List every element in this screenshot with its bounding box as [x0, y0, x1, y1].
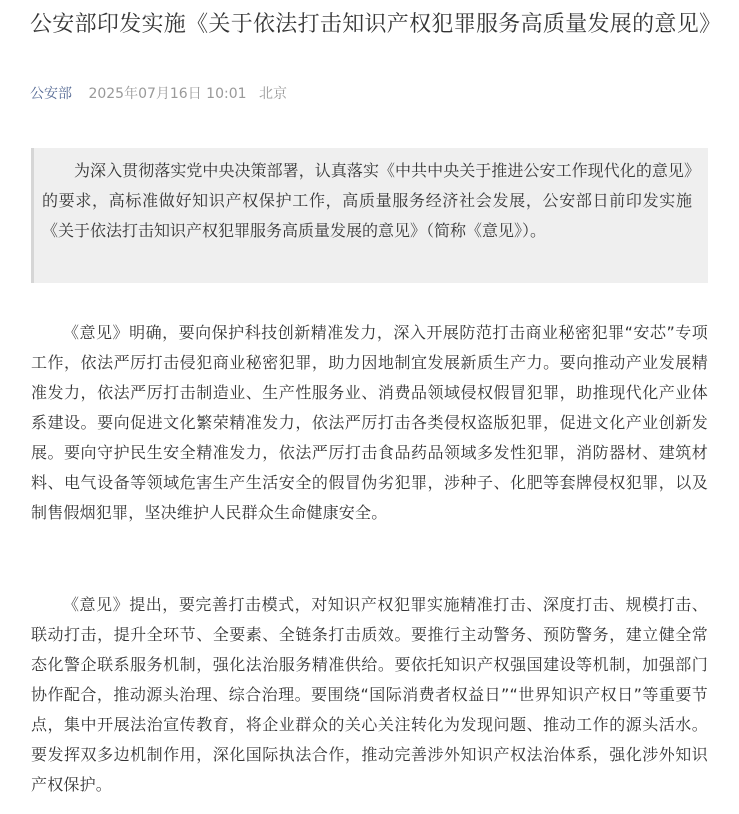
- article-location: 北京: [258, 86, 287, 102]
- article-paragraph-1: 《意见》明确，要向保护科技创新精准发力，深入开展防范打击商业秘密犯罪“安芯”专项工作，依法严厉打击侵犯商业秘密犯罪，助力因地制宜发展新质生产力。要向推动产业发展精准发力，依法严厉打击制造业、生产性服务业、消费品领域侵权假冒犯罪，助推现代化产业体系建设。要向促进文化繁荣精准发力，依法严厉打击各类侵权盗版犯罪，促进文化产业创新发展。要向守护民生安全精准发力，依法严厉打击食品药品领域多发性犯罪，消防器材、建筑材料、电气设备等领域危害生产生活安全的假冒伪劣犯罪，涉种子、化肥等套牌侵权犯罪，以及制售假烟犯罪，坚决维护人民群众生命健康安全。: [31, 323, 708, 522]
- article-meta: [30, 84, 287, 104]
- article-summary-text: 为深入贯彻落实党中央决策部署，认真落实《中共中央关于推进公安工作现代化的意见》的要求，高标准做好知识产权保护工作，高质量服务经济社会发展，公安部日前印发实施《关于依法打击知识产权犯罪服务高质量发展的意见》（简称《意见》）。: [42, 161, 692, 240]
- article-title: 公安部印发实施《关于依法打击知识产权犯罪服务高质量发展的意见》: [30, 12, 722, 37]
- article-source-link[interactable]: 公安部: [30, 86, 72, 102]
- article-date: 2025年07月16日 10:01: [88, 86, 247, 102]
- article-paragraph-2: 《意见》提出，要完善打击模式，对知识产权犯罪实施精准打击、深度打击、规模打击、联动打击，提升全环节、全要素、全链条打击质效。要推行主动警务、预防警务，建立健全常态化警企联系服务机制，强化法治服务精准供给。要依托知识产权强国建设等机制，加强部门协作配合，推动源头治理、综合治理。要围绕“国际消费者权益日”“世界知识产权日”等重要节点，集中开展法治宣传教育，将企业群众的关心关注转化为发现问题、推动工作的源头活水。要发挥双多边机制作用，深化国际执法合作，推动完善涉外知识产权法治体系，强化涉外知识产权保护。: [31, 595, 708, 794]
- article-summary-box: [31, 148, 708, 283]
